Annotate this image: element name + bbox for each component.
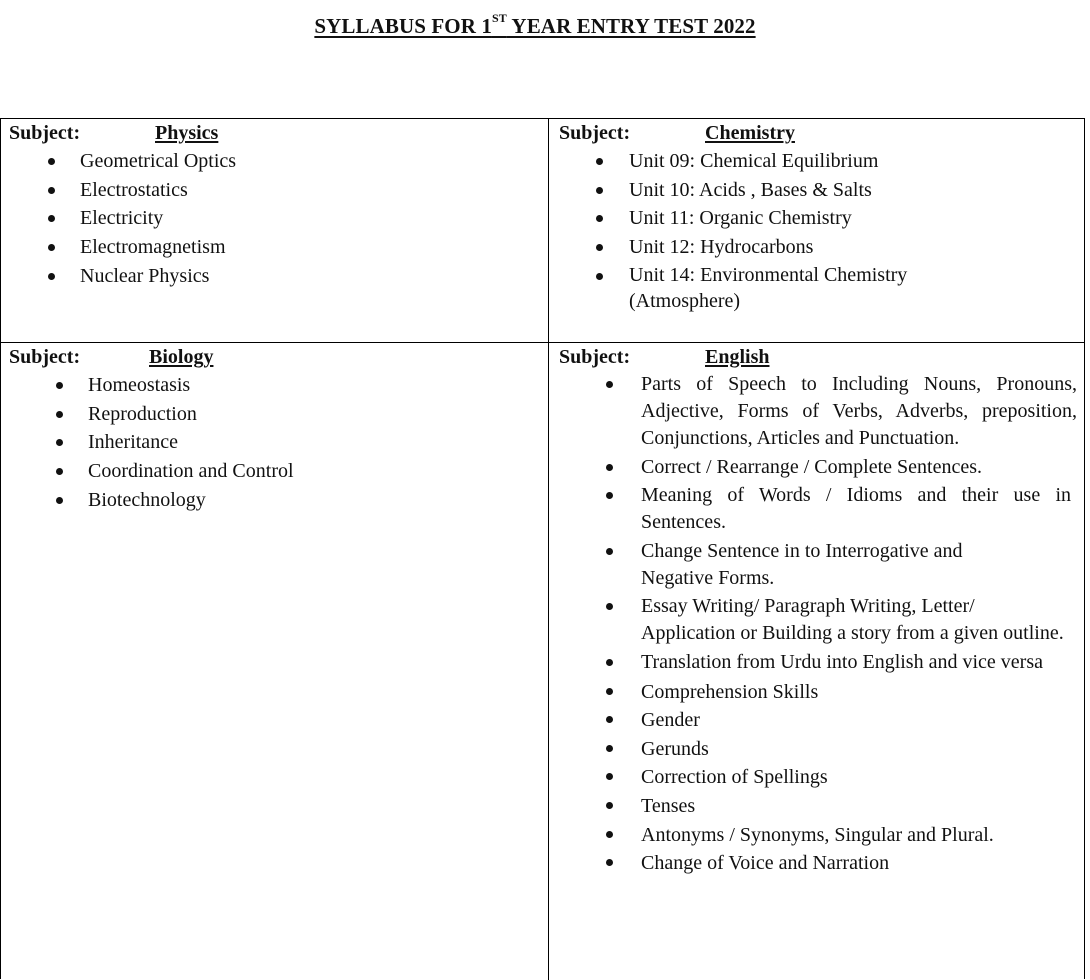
chemistry-subject-name: Chemistry (705, 122, 795, 144)
list-item: Biotechnology (9, 486, 539, 515)
bullet-icon (48, 273, 55, 280)
bullet-icon (606, 603, 613, 610)
english-cell (559, 343, 1077, 878)
table-column-divider (548, 119, 549, 980)
bullet-icon (606, 381, 613, 388)
list-item: Meaning of Words / Idioms and their use in Sentences. (559, 482, 1077, 536)
list-item: Geometrical Optics (9, 147, 539, 176)
english-topic-list (559, 371, 1077, 878)
biology-subject-name: Biology (149, 346, 214, 368)
chemistry-topic-list (559, 147, 1079, 314)
physics-topic-list (9, 147, 539, 291)
bullet-icon (606, 688, 613, 695)
bullet-icon (56, 497, 63, 504)
physics-cell (9, 119, 539, 291)
title-suffix: YEAR ENTRY TEST 2022 (506, 14, 756, 38)
syllabus-table (0, 118, 1085, 979)
bullet-icon (56, 468, 63, 475)
list-item: Gender (559, 706, 1077, 735)
list-item: Reproduction (9, 400, 539, 429)
bullet-icon (56, 439, 63, 446)
list-item: Correct / Rearrange / Complete Sentences. (559, 454, 1077, 481)
bullet-icon (596, 273, 603, 280)
bullet-icon (606, 659, 613, 666)
list-item: Unit 10: Acids , Bases & Salts (559, 176, 1079, 205)
list-item: Unit 11: Organic Chemistry (559, 204, 1079, 233)
bullet-icon (56, 382, 63, 389)
chemistry-cell (559, 119, 1079, 314)
physics-subject-name: Physics (155, 122, 219, 144)
list-item: Homeostasis (9, 371, 539, 400)
document-title (0, 11, 1070, 39)
list-item: Unit 14: Environmental Chemistry (Atmosphere) (559, 262, 969, 314)
bullet-icon (606, 831, 613, 838)
list-item: Change of Voice and Narration (559, 849, 1077, 878)
subject-label: Subject: (559, 346, 631, 368)
bullet-icon (606, 716, 613, 723)
english-subject-name: English (705, 346, 770, 368)
list-item: Tenses (559, 792, 1077, 821)
bullet-icon (596, 187, 603, 194)
bullet-icon (606, 464, 613, 471)
bullet-icon (48, 215, 55, 222)
bullet-icon (596, 158, 603, 165)
bullet-icon (606, 492, 613, 499)
biology-cell (9, 343, 539, 515)
list-item: Inheritance (9, 428, 539, 457)
list-item: Unit 12: Hydrocarbons (559, 233, 1079, 262)
list-item: Comprehension Skills (559, 678, 1077, 707)
list-item: Nuclear Physics (9, 262, 539, 291)
biology-topic-list (9, 371, 539, 515)
bullet-icon (606, 859, 613, 866)
list-item: Change Sentence in to Interrogative and Negative Forms. (559, 538, 1077, 592)
bullet-icon (606, 773, 613, 780)
bullet-icon (48, 187, 55, 194)
bullet-icon (56, 411, 63, 418)
list-item: Parts of Speech to Including Nouns, Pronouns, Adjective, Forms of Verbs, Adverbs, preposition, Conjunctions, Articles and Punctuation. (559, 371, 1077, 452)
bullet-icon (48, 244, 55, 251)
list-item: Correction of Spellings (559, 763, 1077, 792)
subject-label: Subject: (559, 122, 631, 144)
english-heading (559, 343, 1077, 371)
bullet-icon (606, 802, 613, 809)
list-item: Essay Writing/ Paragraph Writing, Letter/ Application or Building a story from a given outline. (559, 593, 1077, 647)
list-item: Electrostatics (9, 176, 539, 205)
list-item: Antonyms / Synonyms, Singular and Plural. (559, 821, 1077, 850)
bullet-icon (596, 244, 603, 251)
list-item: Translation from Urdu into English and vice versa (559, 649, 1077, 676)
title-prefix: SYLLABUS FOR 1 (314, 14, 492, 38)
list-item: Gerunds (559, 735, 1077, 764)
chemistry-heading (559, 119, 1079, 147)
subject-label: Subject: (9, 122, 81, 144)
biology-heading (9, 343, 539, 371)
subject-label: Subject: (9, 346, 81, 368)
list-item: Unit 09: Chemical Equilibrium (559, 147, 1079, 176)
list-item: Coordination and Control (9, 457, 539, 486)
bullet-icon (606, 745, 613, 752)
list-item: Electromagnetism (9, 233, 539, 262)
physics-heading (9, 119, 539, 147)
list-item: Electricity (9, 204, 539, 233)
title-superscript: ST (491, 11, 507, 25)
bullet-icon (48, 158, 55, 165)
bullet-icon (606, 548, 613, 555)
bullet-icon (596, 215, 603, 222)
